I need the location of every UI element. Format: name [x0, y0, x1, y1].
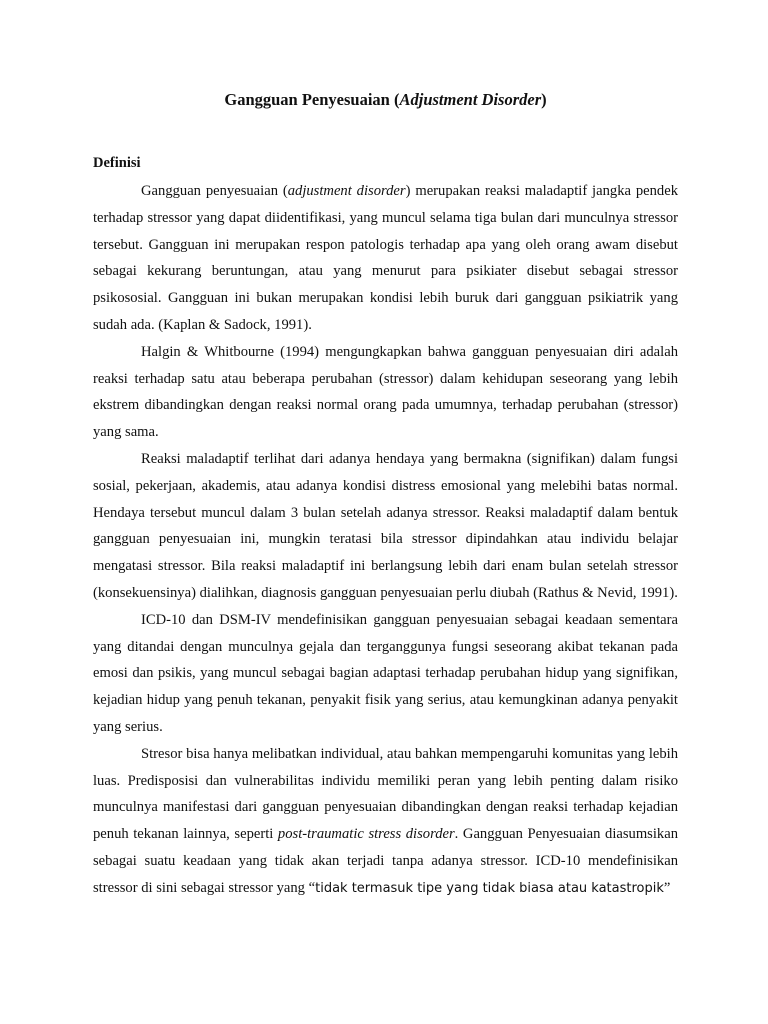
paragraph-3: Reaksi maladaptif terlihat dari adanya hendaya yang bermakna (signifikan) dalam fungsi sosial, pekerjaan, akademis, atau adanya kondisi distress emosional yang melebihi batas normal. Hendaya tersebut muncul dalam 3 bulan setelah adanya stressor. Reaksi maladaptif dalam bentuk gangguan penyesuaian ini, mungkin teratasi bila stressor dipindahkan atau individu belajar mengatasi stressor. Bila reaksi maladaptif ini berlangsung lebih dari enam bulan setelah stressor (konsekuensinya) dialihkan, diagnosis gangguan penyesuaian perlu diubah (Rathus & Nevid, 1991). — [93, 450, 678, 601]
paragraph-5 — [93, 741, 678, 903]
p5-text-b: . Gangguan Penyesuaian diasumsikan sebagai suatu keadaan yang tidak akan terjadi tanpa adanya stressor. ICD-10 mendefinisikan stressor di sini sebagai stressor yang “ — [93, 826, 678, 896]
p1-text-b: ) merupakan reaksi maladaptif jangka pendek terhadap stressor yang dapat diidentifikasi, yang muncul selama tiga bulan dari munculnya stressor tersebut. Gangguan ini merupakan respon patologis terhadap apa yang oleh orang awam disebut sebagai kekurang beruntungan, atau yang menurut para psikiater disebut sebagai stressor psikososial. Gangguan ini bukan merupakan kondisi lebih buruk dari gangguan psikiatrik yang sudah ada. (Kaplan & Sadock, 1991). — [93, 183, 678, 333]
paragraph-4: ICD-10 dan DSM-IV mendefinisikan gangguan penyesuaian sebagai keadaan sementara yang ditandai dengan munculnya gejala dan terganggunya fungsi seseorang akibat tekanan pada emosi dan psikis, yang muncul sebagai bagian adaptasi terhadap perubahan hidup yang signifikan, kejadian hidup yang penuh tekanan, penyakit fisik yang serius, atau kemungkinan adanya penyakit yang serius. — [93, 611, 678, 735]
section-heading: Definisi — [93, 155, 141, 171]
p5-text-c: ” — [663, 879, 671, 896]
title-main: Gangguan Penyesuaian ( — [224, 90, 400, 109]
p1-italic: adjustment disorder — [287, 183, 406, 199]
paragraph-2: Halgin & Whitbourne (1994) mengungkapkan bahwa gangguan penyesuaian diri adalah reaksi terhadap satu atau beberapa perubahan (stressor) dalam kehidupan seseorang yang lebih ekstrem dibandingkan dengan reaksi normal orang pada umumnya, terhadap perubahan (stressor) yang sama. — [93, 343, 678, 441]
title-italic: Adjustment Disorder — [399, 90, 542, 109]
document-title — [93, 88, 678, 112]
paragraph-1 — [93, 178, 678, 339]
p5-quote: tidak termasuk tipe yang tidak biasa atau katastropik — [315, 880, 664, 896]
title-end: ) — [541, 90, 547, 109]
p5-text-a: Stresor bisa hanya melibatkan individual, atau bahkan mempengaruhi komunitas yang lebih luas. Predisposisi dan vulnerabilitas individu memiliki peran yang lebih penting dalam risiko munculnya manifestasi dari gangguan penyesuaian dibandingkan dengan reaksi terhadap kejadian penuh tekanan lainnya, seperti — [93, 745, 678, 843]
p1-text-a: Gangguan penyesuaian ( — [141, 183, 288, 199]
p5-italic: post-traumatic stress disorder — [277, 826, 455, 843]
